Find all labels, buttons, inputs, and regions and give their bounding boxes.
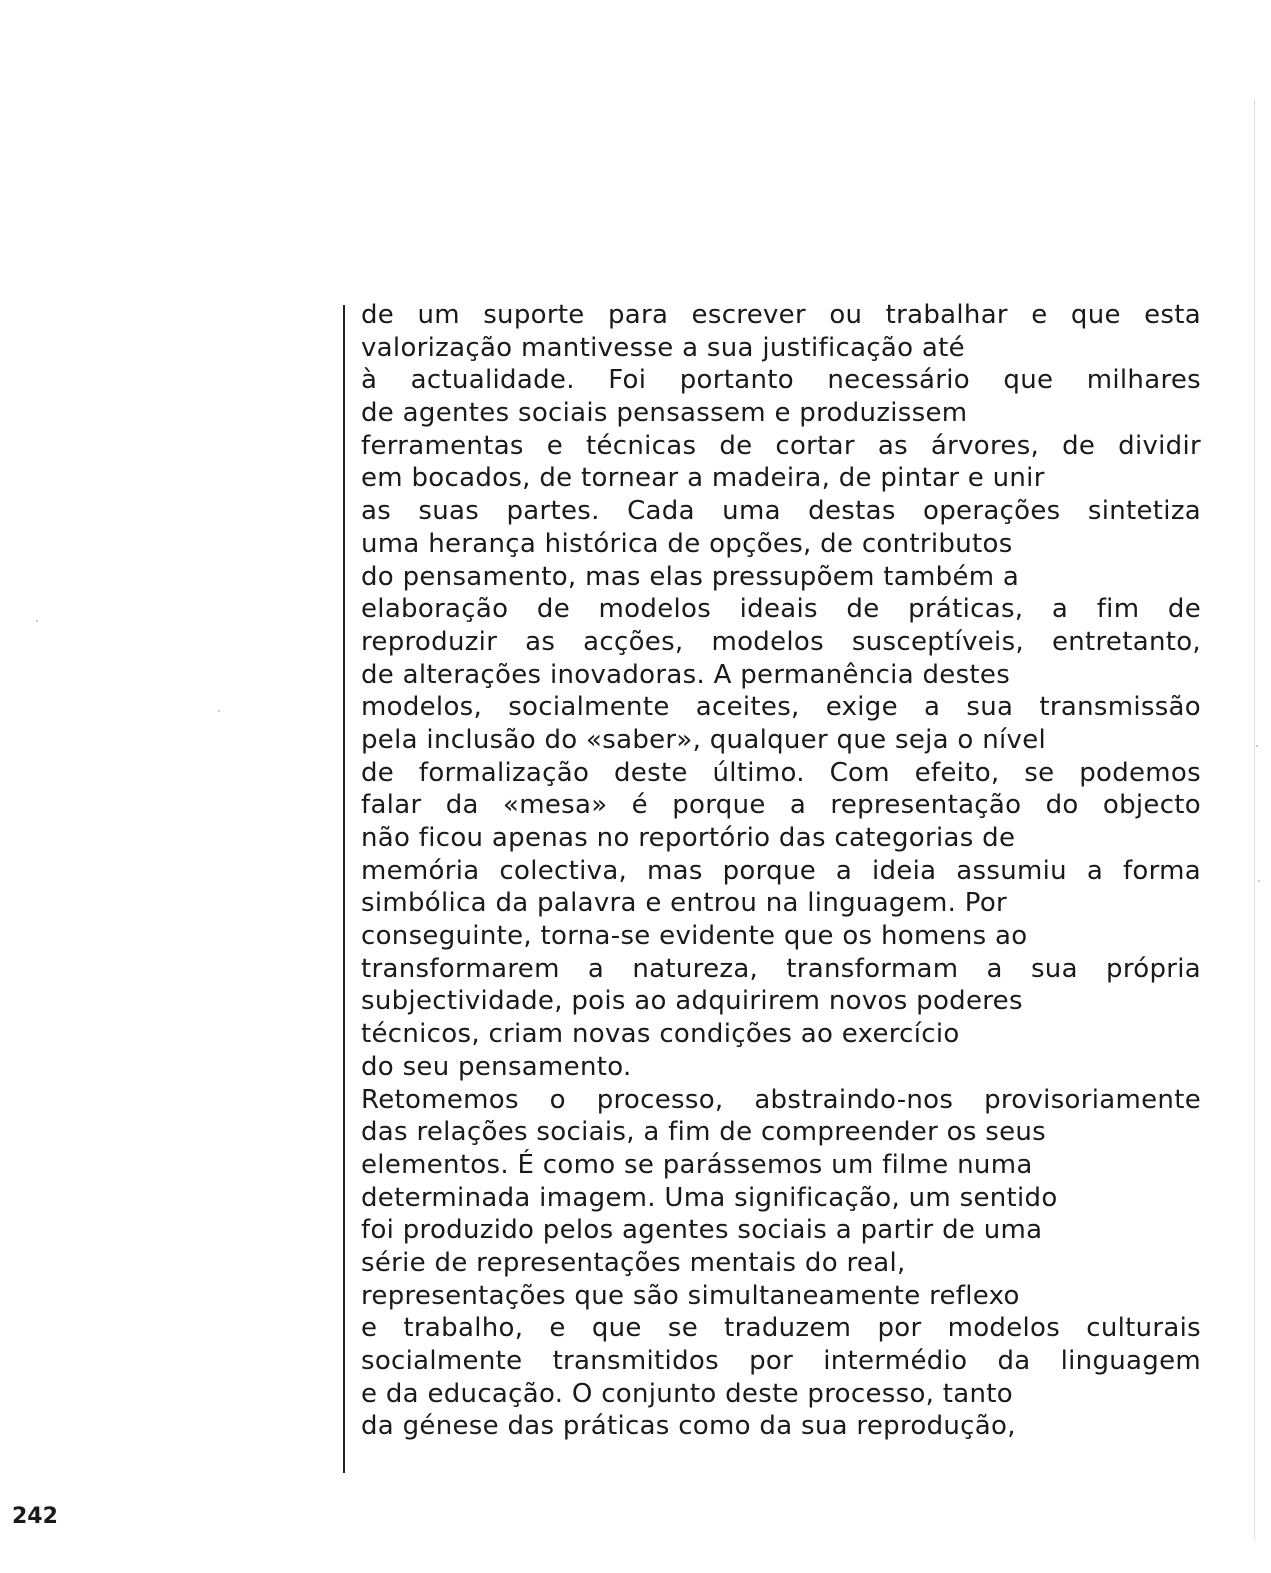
text-line: não ficou apenas no reportório das categorias de — [361, 823, 1016, 853]
text-line: reproduzir as acções, modelos susceptíveis, entretanto, — [361, 626, 1201, 657]
margin-rule — [343, 305, 345, 1473]
text-line: representações que são simultaneamente reflexo — [361, 1280, 1020, 1311]
text-line: de alterações inovadoras. A permanência destes — [361, 659, 1011, 690]
text-line: da génese das práticas como da sua reprodução, — [361, 1411, 1016, 1442]
text-line: das relações sociais, a fim de compreender os seus — [361, 1117, 1047, 1148]
text-line: em bocados, de tornear a madeira, de pintar e unir — [361, 463, 1045, 494]
text-line: as suas partes. Cada uma destas operações sintetiza — [361, 496, 1201, 527]
text-line: simbólica da palavra e entrou na linguagem. Por — [361, 888, 1008, 919]
text-line: de agentes sociais pensassem e produzissem — [361, 398, 968, 429]
scan-speck — [1258, 880, 1260, 882]
text-line: modelos, socialmente aceites, exige a sua transmissão — [361, 692, 1201, 723]
text-line: uma herança histórica de opções, de contributos — [361, 528, 1013, 559]
text-line: pela inclusão do «saber», qualquer que seja o nível — [361, 724, 1047, 755]
text-line: e da educação. O conjunto deste processo, tanto — [361, 1378, 1013, 1409]
text-line: e trabalho, e que se traduzem por modelos culturais — [361, 1313, 1201, 1344]
text-line: conseguinte, torna-se evidente que os homens ao — [361, 921, 1028, 952]
text-line: do seu pensamento. — [361, 1051, 632, 1082]
text-line: de um suporte para escrever ou trabalhar e que esta — [361, 300, 1201, 330]
text-line: elaboração de modelos ideais de práticas, a fim de — [361, 594, 1201, 625]
text-line: ferramentas e técnicas de cortar as árvores, de dividir — [361, 430, 1201, 461]
text-line: foi produzido pelos agentes sociais a partir de uma — [361, 1215, 1043, 1246]
text-line: do pensamento, mas elas pressupõem também a — [361, 561, 1020, 592]
text-line: à actualidade. Foi portanto necessário que milhares — [361, 365, 1201, 396]
text-line: transformarem a natureza, transformam a sua própria — [361, 953, 1201, 984]
page-number: 242 — [12, 1504, 58, 1529]
text-line: socialmente transmitidos por intermédio da linguagem — [361, 1346, 1201, 1376]
scan-edge-artifact — [1254, 100, 1256, 1540]
text-line: de formalização deste último. Com efeito, se podemos — [361, 757, 1201, 788]
text-line: elementos. É como se parássemos um filme numa — [361, 1149, 1033, 1180]
text-line: determinada imagem. Uma significação, um sentido — [361, 1182, 1058, 1213]
scan-speck — [1256, 745, 1258, 747]
text-line: valorização mantivesse a sua justificação até — [361, 332, 965, 363]
text-line: Retomemos o processo, abstraindo-nos provisoriamente — [361, 1084, 1201, 1115]
paragraph-lines — [361, 299, 1201, 1443]
scan-speck — [218, 710, 220, 712]
text-line: série de representações mentais do real, — [361, 1247, 906, 1278]
text-line: falar da «mesa» é porque a representação do objecto — [361, 790, 1201, 821]
text-line: memória colectiva, mas porque a ideia assumiu a forma — [361, 855, 1201, 886]
text-line: técnicos, criam novas condições ao exercício — [361, 1019, 960, 1050]
body-text-block — [343, 299, 1213, 1479]
scan-speck — [36, 620, 38, 622]
text-line: subjectividade, pois ao adquirirem novos poderes — [361, 986, 1023, 1017]
